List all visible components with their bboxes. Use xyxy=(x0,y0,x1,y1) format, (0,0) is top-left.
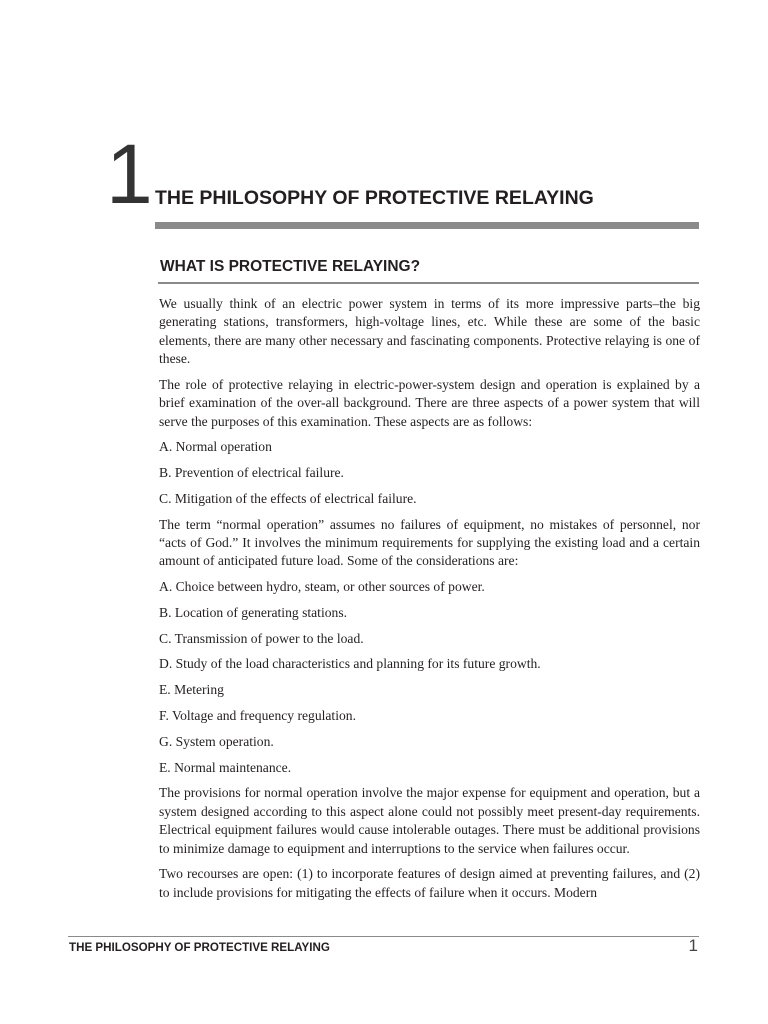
consideration-item: C. Transmission of power to the load. xyxy=(159,630,364,646)
chapter-title-rule xyxy=(155,222,699,229)
footer-rule xyxy=(68,936,699,937)
paragraph: We usually think of an electric power system in terms of its more impressive parts–the big generating stations, transformers, high-voltage lines, etc. While these are some of the basic elements, there are many other necessary and fascinating components. Protective relaying is one of these. xyxy=(159,296,700,367)
paragraph: The provisions for normal operation involve the major expense for equipment and operation, but a system designed according to this aspect alone could not possibly meet present-day requirements. Electrical equipment failures would cause intolerable outages. There must be additional provisions to minimize damage to equipment and interruptions to the service when failures occur. xyxy=(159,785,700,856)
aspect-item: A. Normal operation xyxy=(159,439,272,455)
chapter-number: 1 xyxy=(106,127,151,221)
consideration-item: E. Normal maintenance. xyxy=(159,759,292,775)
consideration-item: E. Metering xyxy=(159,682,224,698)
paragraph: The term “normal operation” assumes no failures of equipment, no mistakes of personnel, nor “acts of God.” It involves the minimum requirements for supplying the existing load and a certain amount of anticipated future load. Some of the considerations are: xyxy=(159,516,700,569)
chapter-title: THE PHILOSOPHY OF PROTECTIVE RELAYING xyxy=(155,187,594,209)
footer-running-title: THE PHILOSOPHY OF PROTECTIVE RELAYING xyxy=(69,941,330,954)
consideration-item: A. Choice between hydro, steam, or other sources of power. xyxy=(159,579,485,595)
section-heading: WHAT IS PROTECTIVE RELAYING? xyxy=(160,258,421,275)
section-heading-rule xyxy=(158,282,699,284)
consideration-item: D. Study of the load characteristics and planning for its future growth. xyxy=(159,656,541,672)
footer-page-number: 1 xyxy=(688,936,698,955)
paragraph: The role of protective relaying in electric-power-system design and operation is explained by a brief examination of the over-all background. There are three aspects of a power system that will serve the purposes of this examination. These aspects are as follows: xyxy=(159,376,700,429)
paragraph: Two recourses are open: (1) to incorporate features of design aimed at preventing failures, and (2) to include provisions for mitigating the effects of failure when it occurs. Modern xyxy=(159,866,700,900)
aspect-item: B. Prevention of electrical failure. xyxy=(159,465,344,481)
body-text xyxy=(159,295,700,909)
consideration-item: F. Voltage and frequency regulation. xyxy=(159,708,356,723)
aspect-item: C. Mitigation of the effects of electrical failure. xyxy=(159,490,417,506)
consideration-item: B. Location of generating stations. xyxy=(159,604,348,620)
consideration-item: G. System operation. xyxy=(159,733,274,749)
